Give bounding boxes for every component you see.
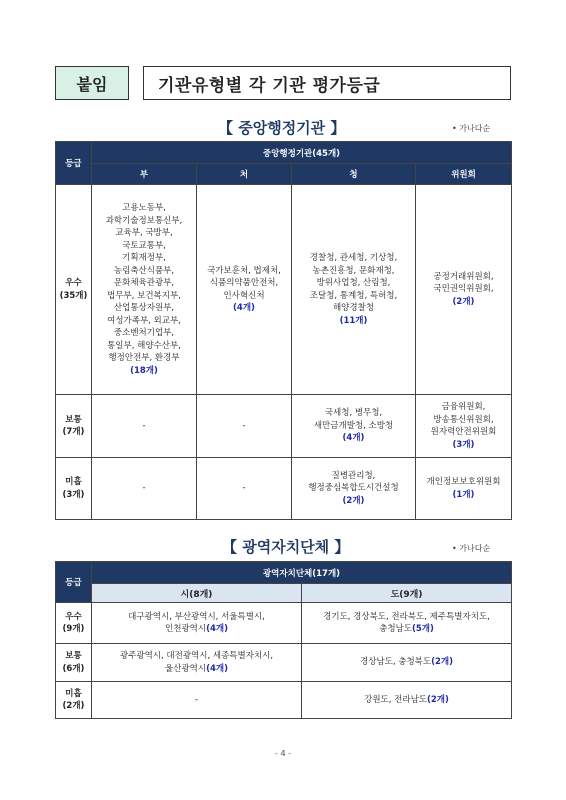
regional-section-title: 【 광역자치단체 】 bbox=[222, 538, 350, 556]
agency-cell bbox=[92, 458, 197, 520]
agency-line: 산업통상자원부, bbox=[113, 303, 175, 313]
region-text: 인천광역시 bbox=[165, 624, 207, 634]
attachment-tag bbox=[55, 66, 129, 100]
page-number: - 4 - bbox=[275, 749, 291, 758]
region-line: 광주광역시, 대전광역시, 세종특별자치시, bbox=[119, 651, 274, 661]
grade-cell bbox=[56, 644, 92, 682]
agency-cell bbox=[197, 395, 292, 458]
region-count: (4개) bbox=[206, 663, 228, 674]
column-header-province: 도(9개) bbox=[302, 584, 512, 603]
grade-cell bbox=[56, 603, 92, 644]
agency-line: 문화체육관광부, bbox=[113, 278, 175, 288]
region-count: (5개) bbox=[411, 624, 434, 634]
agency-line: 국민권익위원회, bbox=[433, 284, 494, 295]
region-last-line bbox=[302, 694, 511, 707]
agency-cell bbox=[416, 395, 512, 458]
region-last-line bbox=[92, 623, 301, 636]
grade-count: (3개) bbox=[62, 489, 85, 500]
agency-cell bbox=[292, 395, 416, 458]
region-text: 충청남도 bbox=[379, 624, 412, 634]
region-count: (2개) bbox=[431, 657, 453, 668]
agency-line: 원자력안전위원회 bbox=[430, 427, 497, 437]
table-row bbox=[56, 603, 512, 644]
agency-line: 경찰청, 관세청, 기상청, bbox=[309, 253, 398, 263]
agency-cell bbox=[292, 185, 416, 395]
agency-line: 통일부, 해양수산부, bbox=[107, 340, 181, 351]
region-count: (2개) bbox=[427, 694, 449, 705]
agency-line: 방송통신위원회, bbox=[433, 414, 494, 425]
region-cell bbox=[92, 644, 302, 682]
agency-line: - bbox=[242, 483, 246, 494]
agency-cell bbox=[197, 458, 292, 520]
grade-count: (35개) bbox=[59, 290, 88, 301]
table-row bbox=[56, 682, 512, 719]
table-row bbox=[56, 185, 512, 395]
central-section-title: 【 중앙행정기관 】 bbox=[218, 119, 346, 137]
grade-count: (6개) bbox=[62, 663, 85, 674]
regional-group-header: 광역자치단체(17개) bbox=[92, 562, 512, 584]
region-count: (4개) bbox=[206, 624, 228, 634]
region-cell bbox=[92, 603, 302, 644]
region-text: 강원도, 전라남도 bbox=[364, 694, 427, 705]
column-header-bu: 부 bbox=[92, 164, 197, 185]
agency-line: 행정중심복합도시건설청 bbox=[308, 483, 399, 494]
agency-count: (2개) bbox=[452, 296, 475, 307]
agency-line: - bbox=[242, 420, 246, 431]
table-row bbox=[56, 458, 512, 520]
agency-line: 공정거래위원회, bbox=[433, 271, 494, 282]
agency-cell bbox=[92, 185, 197, 395]
agency-count: (1개) bbox=[452, 489, 475, 500]
region-last-line bbox=[92, 663, 301, 676]
column-header-cheong: 청 bbox=[292, 164, 416, 185]
region-line: 대구광역시, 부산광역시, 서울특별시, bbox=[128, 611, 265, 622]
agency-line: 농촌진흥청, 문화재청, bbox=[312, 265, 395, 276]
agency-line: 법무부, 보건복지부, bbox=[107, 290, 181, 301]
agency-count: (2개) bbox=[342, 495, 365, 506]
agency-line: 행정안전부, 환경부 bbox=[108, 353, 180, 363]
agency-line: 새만금개발청, 소방청 bbox=[313, 420, 394, 431]
grade-label: 우수 bbox=[65, 611, 82, 622]
grade-label: 우수 bbox=[65, 278, 82, 288]
agency-line: 해양경찰청 bbox=[332, 303, 375, 313]
agency-line: - bbox=[142, 420, 146, 431]
agency-cell bbox=[197, 185, 292, 395]
grade-label: 미흡 bbox=[65, 688, 82, 699]
agency-line: - bbox=[142, 483, 146, 494]
region-cell bbox=[302, 603, 512, 644]
grade-cell bbox=[56, 682, 92, 719]
agency-cell bbox=[416, 458, 512, 520]
agency-line: 국토교통부, bbox=[122, 240, 166, 251]
agency-cell bbox=[416, 185, 512, 395]
grade-count: (2개) bbox=[62, 701, 85, 711]
agency-line: 국가보훈처, 법제처, bbox=[207, 265, 281, 276]
central-sort-note: • 가나다순 bbox=[452, 124, 491, 133]
grade-label: 보통 bbox=[65, 414, 82, 425]
region-cell bbox=[92, 682, 302, 719]
column-header-city: 시(8개) bbox=[92, 584, 302, 603]
table-row bbox=[56, 395, 512, 458]
column-header-committee: 위원회 bbox=[416, 164, 512, 185]
agency-line: 질병관리청, bbox=[331, 470, 376, 481]
region-line: 경기도, 경상북도, 전라북도, 제주특별자치도, bbox=[323, 611, 490, 622]
region-cell bbox=[302, 644, 512, 682]
grade-cell bbox=[56, 458, 92, 520]
grade-label: 보통 bbox=[65, 651, 82, 661]
attachment-tag-label: 붙임 bbox=[76, 74, 108, 94]
agency-count: (3개) bbox=[452, 439, 475, 450]
region-text: 울산광역시 bbox=[165, 663, 207, 674]
agency-count: (11개) bbox=[339, 315, 368, 326]
agency-line: 조달청, 통계청, 특허청, bbox=[309, 290, 398, 301]
grade-cell bbox=[56, 395, 92, 458]
agency-line: 과학기술정보통신부, bbox=[105, 215, 183, 226]
agency-count: (4개) bbox=[233, 303, 255, 313]
central-group-header: 중앙행정기관(45개) bbox=[92, 142, 512, 164]
grade-header: 등급 bbox=[56, 562, 92, 603]
agency-line: 기획재정부, bbox=[122, 253, 166, 263]
regional-grade-table bbox=[55, 561, 512, 719]
agency-line: 여성가족부, 외교부, bbox=[107, 315, 181, 326]
region-line: - bbox=[194, 694, 199, 705]
regional-sort-note: • 가나다순 bbox=[452, 544, 491, 553]
grade-count: (9개) bbox=[62, 624, 85, 634]
region-last-line bbox=[302, 623, 511, 636]
agency-cell bbox=[292, 458, 416, 520]
agency-line: 교육부, 국방부, bbox=[115, 228, 173, 238]
agency-line: 금융위원회, bbox=[441, 402, 486, 412]
agency-line: 중소벤처기업부, bbox=[113, 328, 175, 338]
page-title-text: 기관유형별 각 기관 평가등급 bbox=[158, 75, 381, 96]
agency-line: 고용노동부, bbox=[122, 203, 166, 213]
agency-line: 방위사업청, 산림청, bbox=[316, 278, 391, 288]
grade-count: (7개) bbox=[62, 427, 85, 437]
region-text: 경상남도, 충청북도 bbox=[360, 657, 432, 668]
table-row bbox=[56, 644, 512, 682]
column-header-cheo: 처 bbox=[197, 164, 292, 185]
agency-line: 식품의약품안전처, bbox=[209, 278, 279, 288]
agency-line: 개인정보보호위원회 bbox=[426, 477, 501, 487]
agency-line: 국세청, 병무청, bbox=[324, 408, 383, 419]
grade-label: 미흡 bbox=[65, 477, 82, 487]
grade-cell bbox=[56, 185, 92, 395]
central-grade-table bbox=[55, 141, 512, 520]
agency-line: 농림축산식품부, bbox=[113, 265, 175, 276]
agency-count: (18개) bbox=[130, 365, 158, 376]
agency-line: 인사혁신처 bbox=[223, 290, 265, 301]
page-title bbox=[143, 66, 511, 100]
region-last-line bbox=[302, 656, 511, 669]
grade-header: 등급 bbox=[56, 142, 92, 185]
region-cell bbox=[302, 682, 512, 719]
agency-cell bbox=[92, 395, 197, 458]
agency-count: (4개) bbox=[342, 433, 365, 444]
